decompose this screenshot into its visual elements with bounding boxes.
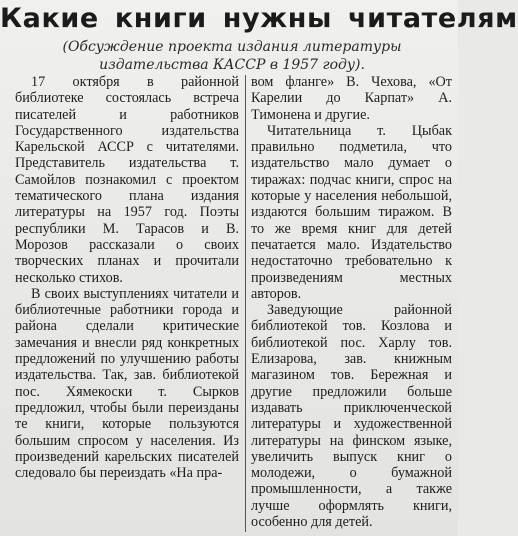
paragraph-meeting: 17 октября в районной библиотеке состоялась встреча писателей и работников Государственного издательства Карельской АССР с читателями. Представитель издательства т. Самойлов познакомил с проектом тематического плана издания литературы на 1957 год. Поэты республики М. Тарасов и В. Морозов рассказали о своих творческих планах и прочитали несколько стихов.: [15, 74, 239, 286]
paragraph-readers-proposals: В своих выступлениях читатели и библиотечные работники города и района сделали критические замечания и внесли ряд конкретных предложений по улучшению работы издательства. Так, зав. библиотекой пос. Хямекоски т. Сырков предложил, чтобы были переизданы те книги, которые пользуются большим спросом у населения. Из произведений карельских писателей следовало бы переиздать «На пра-: [15, 285, 239, 482]
left-column: [15, 74, 239, 481]
right-column: [251, 74, 452, 530]
column-divider: [245, 75, 246, 532]
article-subtitle: (Обсуждение проекта издания литературы издательства КАССР в 1957 году).: [62, 39, 402, 73]
paragraph-librarians: Заведующие районной библиотекой тов. Козлова и библиотекой пос. Харлу тов. Елизарова, зав. книжным магазином тов. Бережная и другие предложили больше издавать приключенческой литературы и художественной литературы на финском языке, увеличить выпуск книг о молодежи, о бумажной промышленности, а также лучше оформлять книги, особенно для детей.: [251, 302, 452, 531]
paragraph-tsybak: Читательница т. Цыбак правильно подметила, что издательство мало думает о тиражах: подчас книги, спрос на которые у населения небольшой, издаются большим тиражом. В то же время книг для детей печатается мало. Издательство недостаточно требовательно к произведениям местных авторов.: [251, 122, 452, 302]
paragraph-continued: вом фланге» В. Чехова, «От Карелии до Карпат» А. Тимонена и другие.: [251, 74, 452, 123]
article-headline: Какие книги нужны читателям: [0, 3, 518, 34]
